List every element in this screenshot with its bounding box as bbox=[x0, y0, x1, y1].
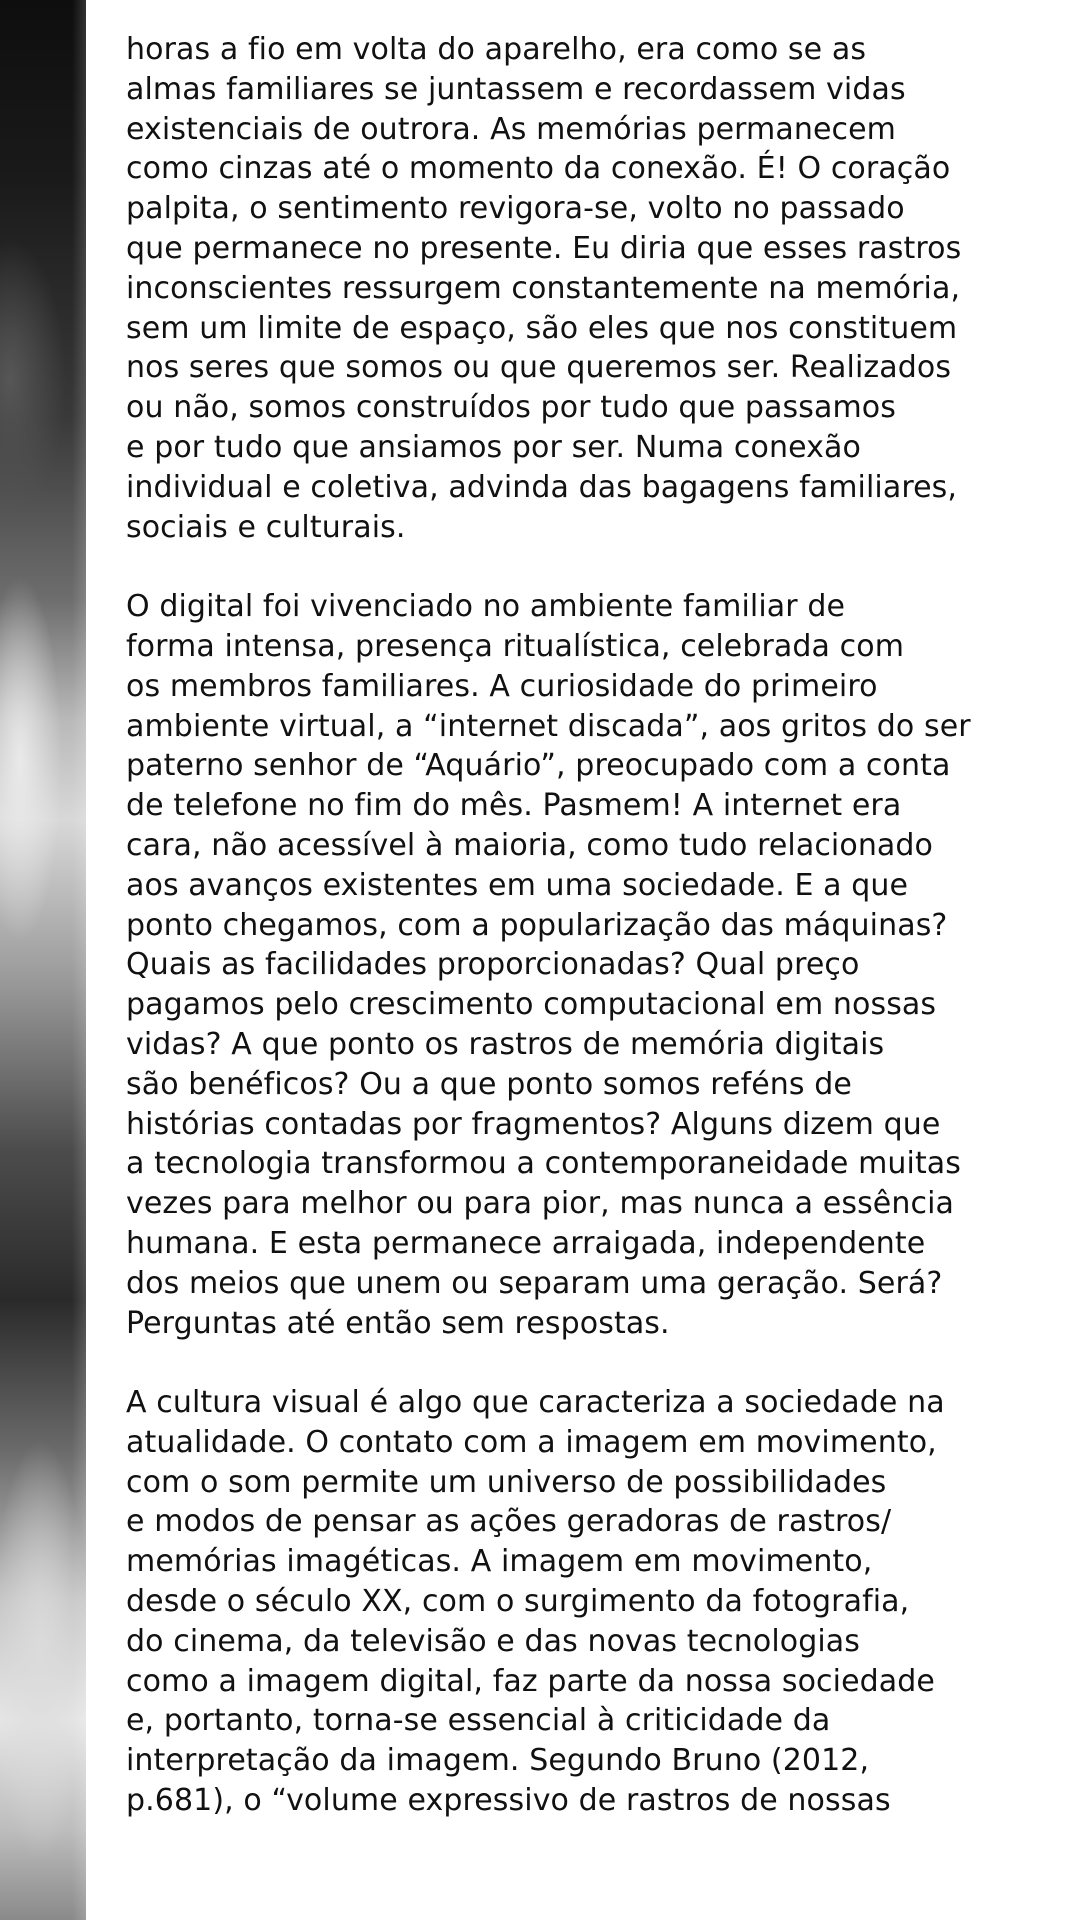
text-line: individual e coletiva, advinda das bagagens familiares, bbox=[126, 469, 958, 505]
text-line: sem um limite de espaço, são eles que nos constituem bbox=[126, 310, 958, 346]
text-line: existenciais de outrora. As memórias permanecem bbox=[126, 111, 897, 147]
text-line: sociais e culturais. bbox=[126, 509, 406, 545]
text-line: interpretação da imagem. Segundo Bruno (2012, bbox=[126, 1743, 870, 1779]
text-line: memórias imagéticas. A imagem em movimento, bbox=[126, 1544, 873, 1580]
text-line: e, portanto, torna-se essencial à criticidade da bbox=[126, 1703, 831, 1739]
text-line: ambiente virtual, a “internet discada”, aos gritos do ser bbox=[126, 708, 971, 744]
text-line: ponto chegamos, com a popularização das máquinas? bbox=[126, 907, 948, 943]
text-line: vezes para melhor ou para pior, mas nunca a essência bbox=[126, 1186, 954, 1222]
text-line: e por tudo que ansiamos por ser. Numa conexão bbox=[126, 429, 861, 465]
text-line: pagamos pelo crescimento computacional em nossas bbox=[126, 987, 937, 1023]
text-line: A cultura visual é algo que caracteriza a sociedade na bbox=[126, 1385, 945, 1421]
text-line: do cinema, da televisão e das novas tecnologias bbox=[126, 1623, 861, 1659]
text-line: Quais as facilidades proporcionadas? Qual preço bbox=[126, 947, 860, 983]
text-line: com o som permite um universo de possibilidades bbox=[126, 1464, 887, 1500]
text-line: Perguntas até então sem respostas. bbox=[126, 1305, 670, 1341]
text-line: os membros familiares. A curiosidade do primeiro bbox=[126, 668, 878, 704]
text-line: a tecnologia transformou a contemporaneidade muitas bbox=[126, 1146, 962, 1182]
text-line: palpita, o sentimento revigora-se, volto no passado bbox=[126, 191, 905, 227]
text-line: p.681), o “volume expressivo de rastros de nossas bbox=[126, 1783, 891, 1819]
text-line: vidas? A que ponto os rastros de memória digitais bbox=[126, 1026, 885, 1062]
paragraph-2 bbox=[126, 587, 1046, 1343]
text-line: forma intensa, presença ritualística, celebrada com bbox=[126, 628, 905, 664]
text-line: humana. E esta permanece arraigada, independente bbox=[126, 1225, 926, 1261]
side-photo-strip bbox=[0, 0, 86, 1920]
text-line: como cinzas até o momento da conexão. É! O coração bbox=[126, 151, 951, 187]
text-line: atualidade. O contato com a imagem em movimento, bbox=[126, 1424, 937, 1460]
text-line: nos seres que somos ou que queremos ser. Realizados bbox=[126, 350, 952, 386]
paragraph-3 bbox=[126, 1383, 1046, 1821]
text-line: aos avanços existentes em uma sociedade. E a que bbox=[126, 867, 909, 903]
text-line: desde o século XX, com o surgimento da fotografia, bbox=[126, 1584, 910, 1620]
text-line: ou não, somos construídos por tudo que passamos bbox=[126, 390, 896, 426]
text-line: que permanece no presente. Eu diria que esses rastros bbox=[126, 230, 962, 266]
text-line: histórias contadas por fragmentos? Alguns dizem que bbox=[126, 1106, 941, 1142]
text-line: inconscientes ressurgem constantemente na memória, bbox=[126, 270, 961, 306]
text-line: horas a fio em volta do aparelho, era como se as bbox=[126, 32, 867, 67]
text-line: como a imagem digital, faz parte da nossa sociedade bbox=[126, 1663, 935, 1699]
paragraph-1 bbox=[126, 30, 1046, 547]
text-line: paterno senhor de “Aquário”, preocupado com a conta bbox=[126, 748, 951, 784]
text-line: almas familiares se juntassem e recordassem vidas bbox=[126, 71, 906, 107]
text-line: O digital foi vivenciado no ambiente familiar de bbox=[126, 589, 846, 625]
text-line: cara, não acessível à maioria, como tudo relacionado bbox=[126, 827, 934, 863]
text-line: são benéficos? Ou a que ponto somos reféns de bbox=[126, 1066, 852, 1102]
text-line: de telefone no fim do mês. Pasmem! A internet era bbox=[126, 788, 902, 824]
text-line: e modos de pensar as ações geradoras de rastros/ bbox=[126, 1504, 892, 1540]
text-line: dos meios que unem ou separam uma geração. Será? bbox=[126, 1265, 943, 1301]
text-column bbox=[126, 30, 1046, 1861]
